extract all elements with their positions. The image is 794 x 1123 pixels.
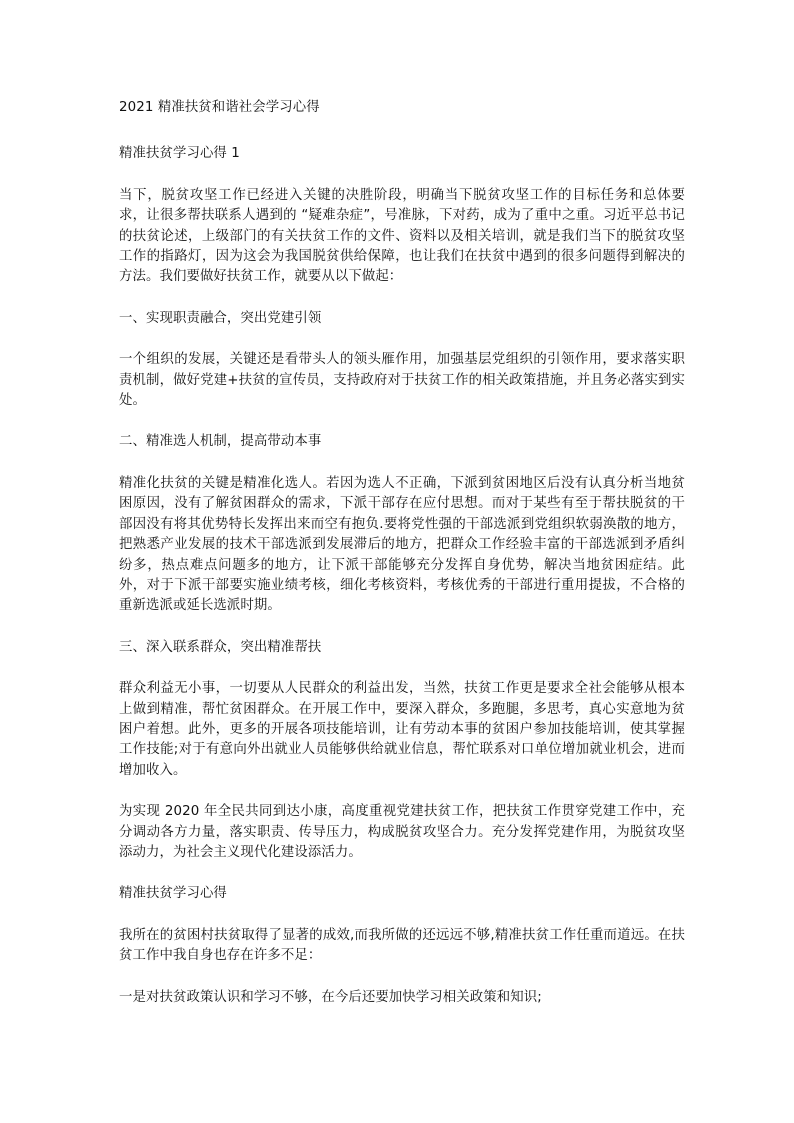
closing-paragraph: 为实现 2020 年全民共同到达小康，高度重视党建扶贫工作，把扶贫工作贯穿党建工作中，充分调动各方力量，落实职责、传导压力，构成脱贫攻坚合力。充分发挥党建作用，为脱贫攻坚添动力，为社会主义现代化建设添活力。 bbox=[119, 804, 685, 860]
second-paragraph: 我所在的贫困村扶贫取得了显著的成效,而我所做的还远远不够,精准扶贫工作任重而道远。在扶贫工作中我自身也存在许多不足： bbox=[119, 927, 685, 964]
section-2-heading: 二、精准选人机制，提高带动本事 bbox=[119, 434, 322, 450]
intro-paragraph: 当下，脱贫攻坚工作已经进入关键的决胜阶段，明确当下脱贫攻坚工作的目标任务和总体要求，让很多帮扶联系人遇到的 “疑难杂症”，号准脉，下对药，成为了重中之重。习近平总书记的扶贫论述，上级部门的有关扶贫工作的文件、资料以及相关培训，就是我们当下的脱贫攻坚工作的指路灯，因为这会为我国脱贫供给保障，也让我们在扶贫中遇到的很多问题得到解决的方法。我们要做好扶贫工作，就要从以下做起： bbox=[119, 187, 685, 285]
section-3-heading: 三、深入联系群众，突出精准帮扶 bbox=[119, 639, 322, 655]
section-2-paragraph: 精准化扶贫的关键是精准化选人。若因为选人不正确，下派到贫困地区后没有认真分析当地贫困原因，没有了解贫困群众的需求，下派干部存在应付思想。而对于某些有至于帮扶脱贫的干部因没有将其优势特长发挥出来而空有抱负.要将党性强的干部选派到党组织软弱涣散的地方，把熟悉产业发展的技术干部选派到发展滞后的地方，把群众工作经验丰富的干部选派到矛盾纠纷多，热点难点问题多的地方，让下派干部能够充分发挥自身优势，解决当地贫困症结。此外，对于下派干部要实施业绩考核，细化考核资料，考核优秀的干部进行重用提拔，不合格的重新选派或延长选派时期。 bbox=[119, 475, 685, 614]
document-title: 2021 精准扶贫和谐社会学习心得 bbox=[119, 100, 320, 115]
third-paragraph: 一是对扶贫政策认识和学习不够，在今后还要加快学习相关政策和知识; bbox=[119, 989, 542, 1005]
section-1-paragraph: 一个组织的发展，关键还是看带头人的领头雁作用，加强基层党组织的引领作用，要求落实职责机制，做好党建+扶贫的宣传员，支持政府对于扶贫工作的相关政策措施，并且务必落实到实处。 bbox=[119, 352, 685, 409]
document-page bbox=[119, 88, 685, 1008]
section-1-heading: 一、实现职责融合，突出党建引领 bbox=[119, 310, 322, 326]
section-3-paragraph: 群众利益无小事，一切要从人民群众的利益出发，当然，扶贫工作更是要求全社会能够从根本上做到精准，帮忙贫困群众。在开展工作中，要深入群众，多跑腿，多思考，真心实意地为贫困户着想。此外，更多的开展各项技能培训，让有劳动本事的贫困户参加技能培训，使其掌握工作技能;对于有意向外出就业人员能够供给就业信息，帮忙联系对口单位增加就业机会，进而增加收入。 bbox=[119, 681, 685, 778]
document-subtitle: 精准扶贫学习心得 1 bbox=[119, 146, 240, 162]
second-subtitle: 精准扶贫学习心得 bbox=[119, 886, 227, 902]
